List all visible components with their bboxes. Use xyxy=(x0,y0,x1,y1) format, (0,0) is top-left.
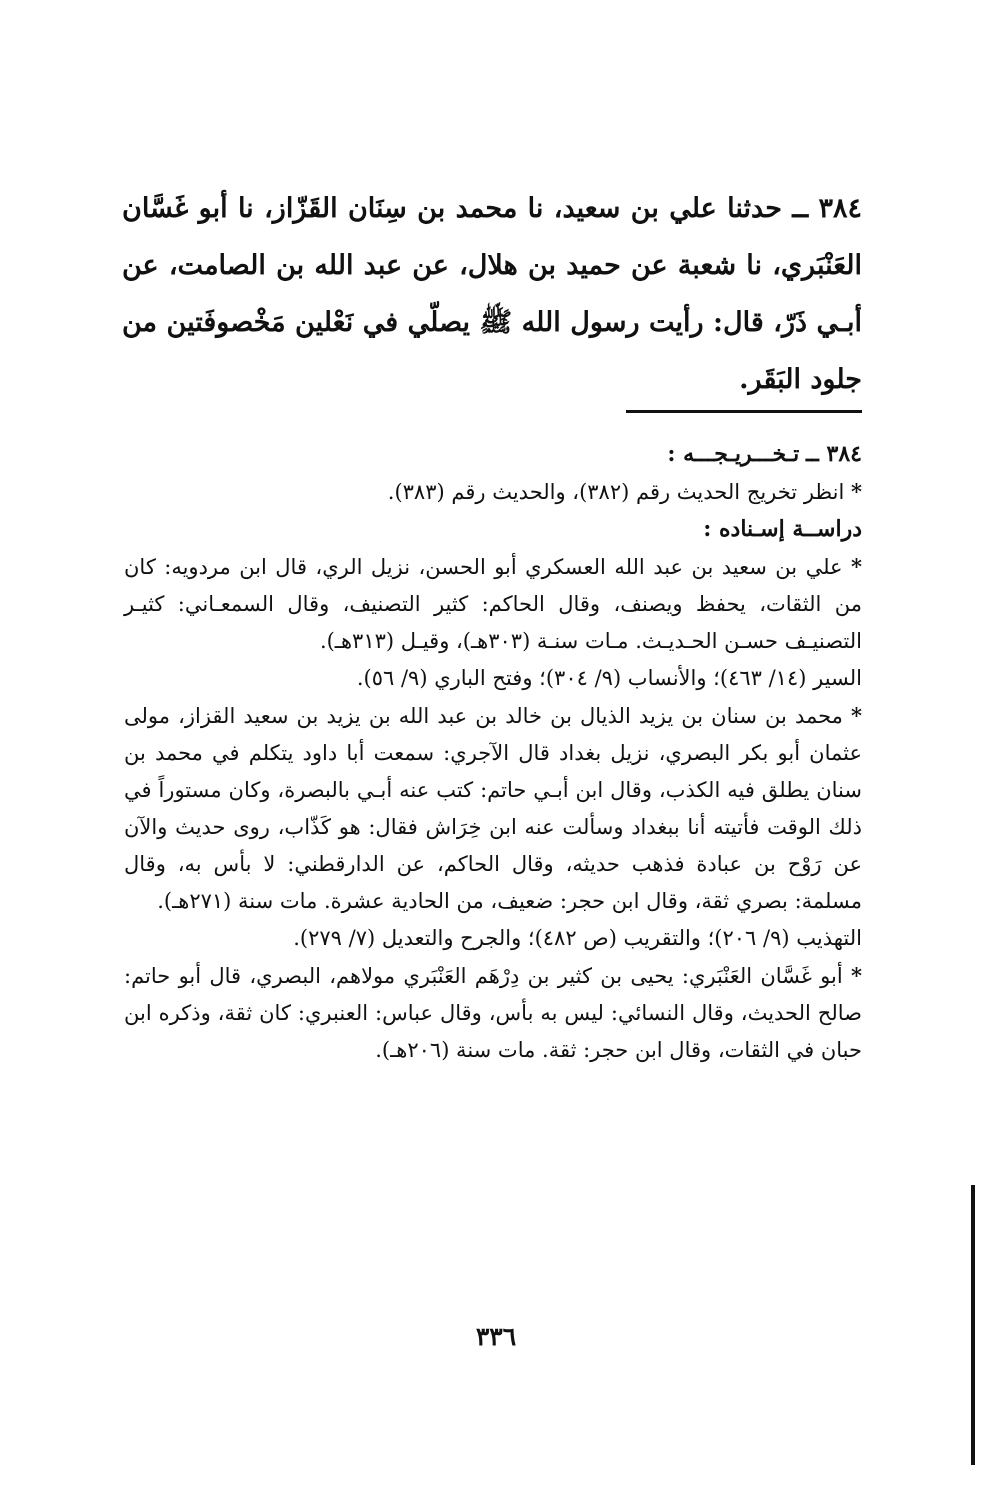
isnad-heading xyxy=(124,511,862,548)
narrator-entry xyxy=(124,957,862,1069)
bullet-marker: * xyxy=(851,479,862,504)
hadith-body: حدثنا علي بن سعيد، نا محمد بن سِنَان القَزّاز، نا أبو غَسَّان العَنْبَري، نا شعبة عن حميد بن هلال، عن عبد الله بن الصامت، عن أبـي ذَرّ، قال: رأيت رسول الله ﷺ يصلّي في نَعْلين مَخْصوفَتين من جلود البَقَر. xyxy=(122,193,862,395)
takhrij-text: انظر تخريج الحديث رقم (٣٨٢)، والحديث رقم (٣٨٣). xyxy=(387,480,845,504)
heading-number: ٣٨٤ ــ xyxy=(805,441,862,467)
reference-line: السير (١٤/ ٤٦٣)؛ والأنساب (٩/ ٣٠٤)؛ وفتح الباري (٩/ ٥٦). xyxy=(356,666,862,690)
footnote-separator xyxy=(626,410,862,413)
takhrij-heading xyxy=(124,436,862,473)
scan-edge-line xyxy=(971,1185,975,1465)
takhrij-line xyxy=(124,473,862,511)
page-number: ٣٣٦ xyxy=(475,1322,517,1351)
reference-line: التهذيب (٩/ ٢٠٦)؛ والتقريب (ص ٤٨٢)؛ والجرح والتعديل (٧/ ٢٧٩). xyxy=(293,926,862,950)
takhrij-heading-text: تـخـــريـجـــه : xyxy=(667,441,800,467)
hadith-paragraph xyxy=(122,180,862,408)
narrator-text: أبو غَسَّان العَنْبَري: يحيى بن كثير بن دِرْهَم العَنْبَري مولاهم، البصري، قال أبو حاتم: صالح الحديث، وقال النسائي: ليس به بأس، وقال عباس: العنبري: كان ثقة، وذكره ابن حبان في الثقات، وقال ابن حجر: ثقة. مات سنة (٢٠٦هـ). xyxy=(124,964,862,1062)
hadith-text-block xyxy=(122,180,862,408)
narrator-entry xyxy=(124,548,862,660)
narrator-entry xyxy=(124,697,862,920)
footnotes-block xyxy=(124,436,862,1069)
bullet-marker: * xyxy=(851,963,862,988)
bullet-marker: * xyxy=(851,554,862,579)
bullet-marker: * xyxy=(851,703,862,728)
hadith-number: ٣٨٤ ــ xyxy=(792,193,863,224)
isnad-heading-text: دراســة إسـناده : xyxy=(703,516,862,542)
narrator-text: علي بن سعيد بن عبد الله العسكري أبو الحسن، نزيل الري، قال ابن مردويه: كان من الثقات، يحفظ ويصنف، وقال الحاكم: كثير التصنيف، وقال السمعـاني: كثيـر التصنيـف حسـن الحـديـث. مـات سنـة (٣٠٣هـ)، وقيـل (٣١٣هـ). xyxy=(124,555,862,653)
narrator-text: محمد بن سنان بن يزيد الذيال بن خالد بن عبد الله بن يزيد بن سعيد القزاز، مولى عثمان أبو بكر البصري، نزيل بغداد قال الآجري: سمعت أبا داود يتكلم في محمد بن سنان يطلق فيه الكذب، وقال ابن أبـي حاتم: كتب عنه أبـي بالبصرة، وكان مستوراً في ذلك الوقت فأتيته أنا ببغداد وسألت عنه ابن خِرَاش فقال: هو كَذّاب، روى حديث والآن عن رَوْح بن عبادة فذهب حديثه، وقال الحاكم، عن الدارقطني: لا بأس به، وقال مسلمة: بصري ثقة، وقال ابن حجر: ضعيف، من الحادية عشرة. مات سنة (٢٧١هـ). xyxy=(124,704,862,913)
